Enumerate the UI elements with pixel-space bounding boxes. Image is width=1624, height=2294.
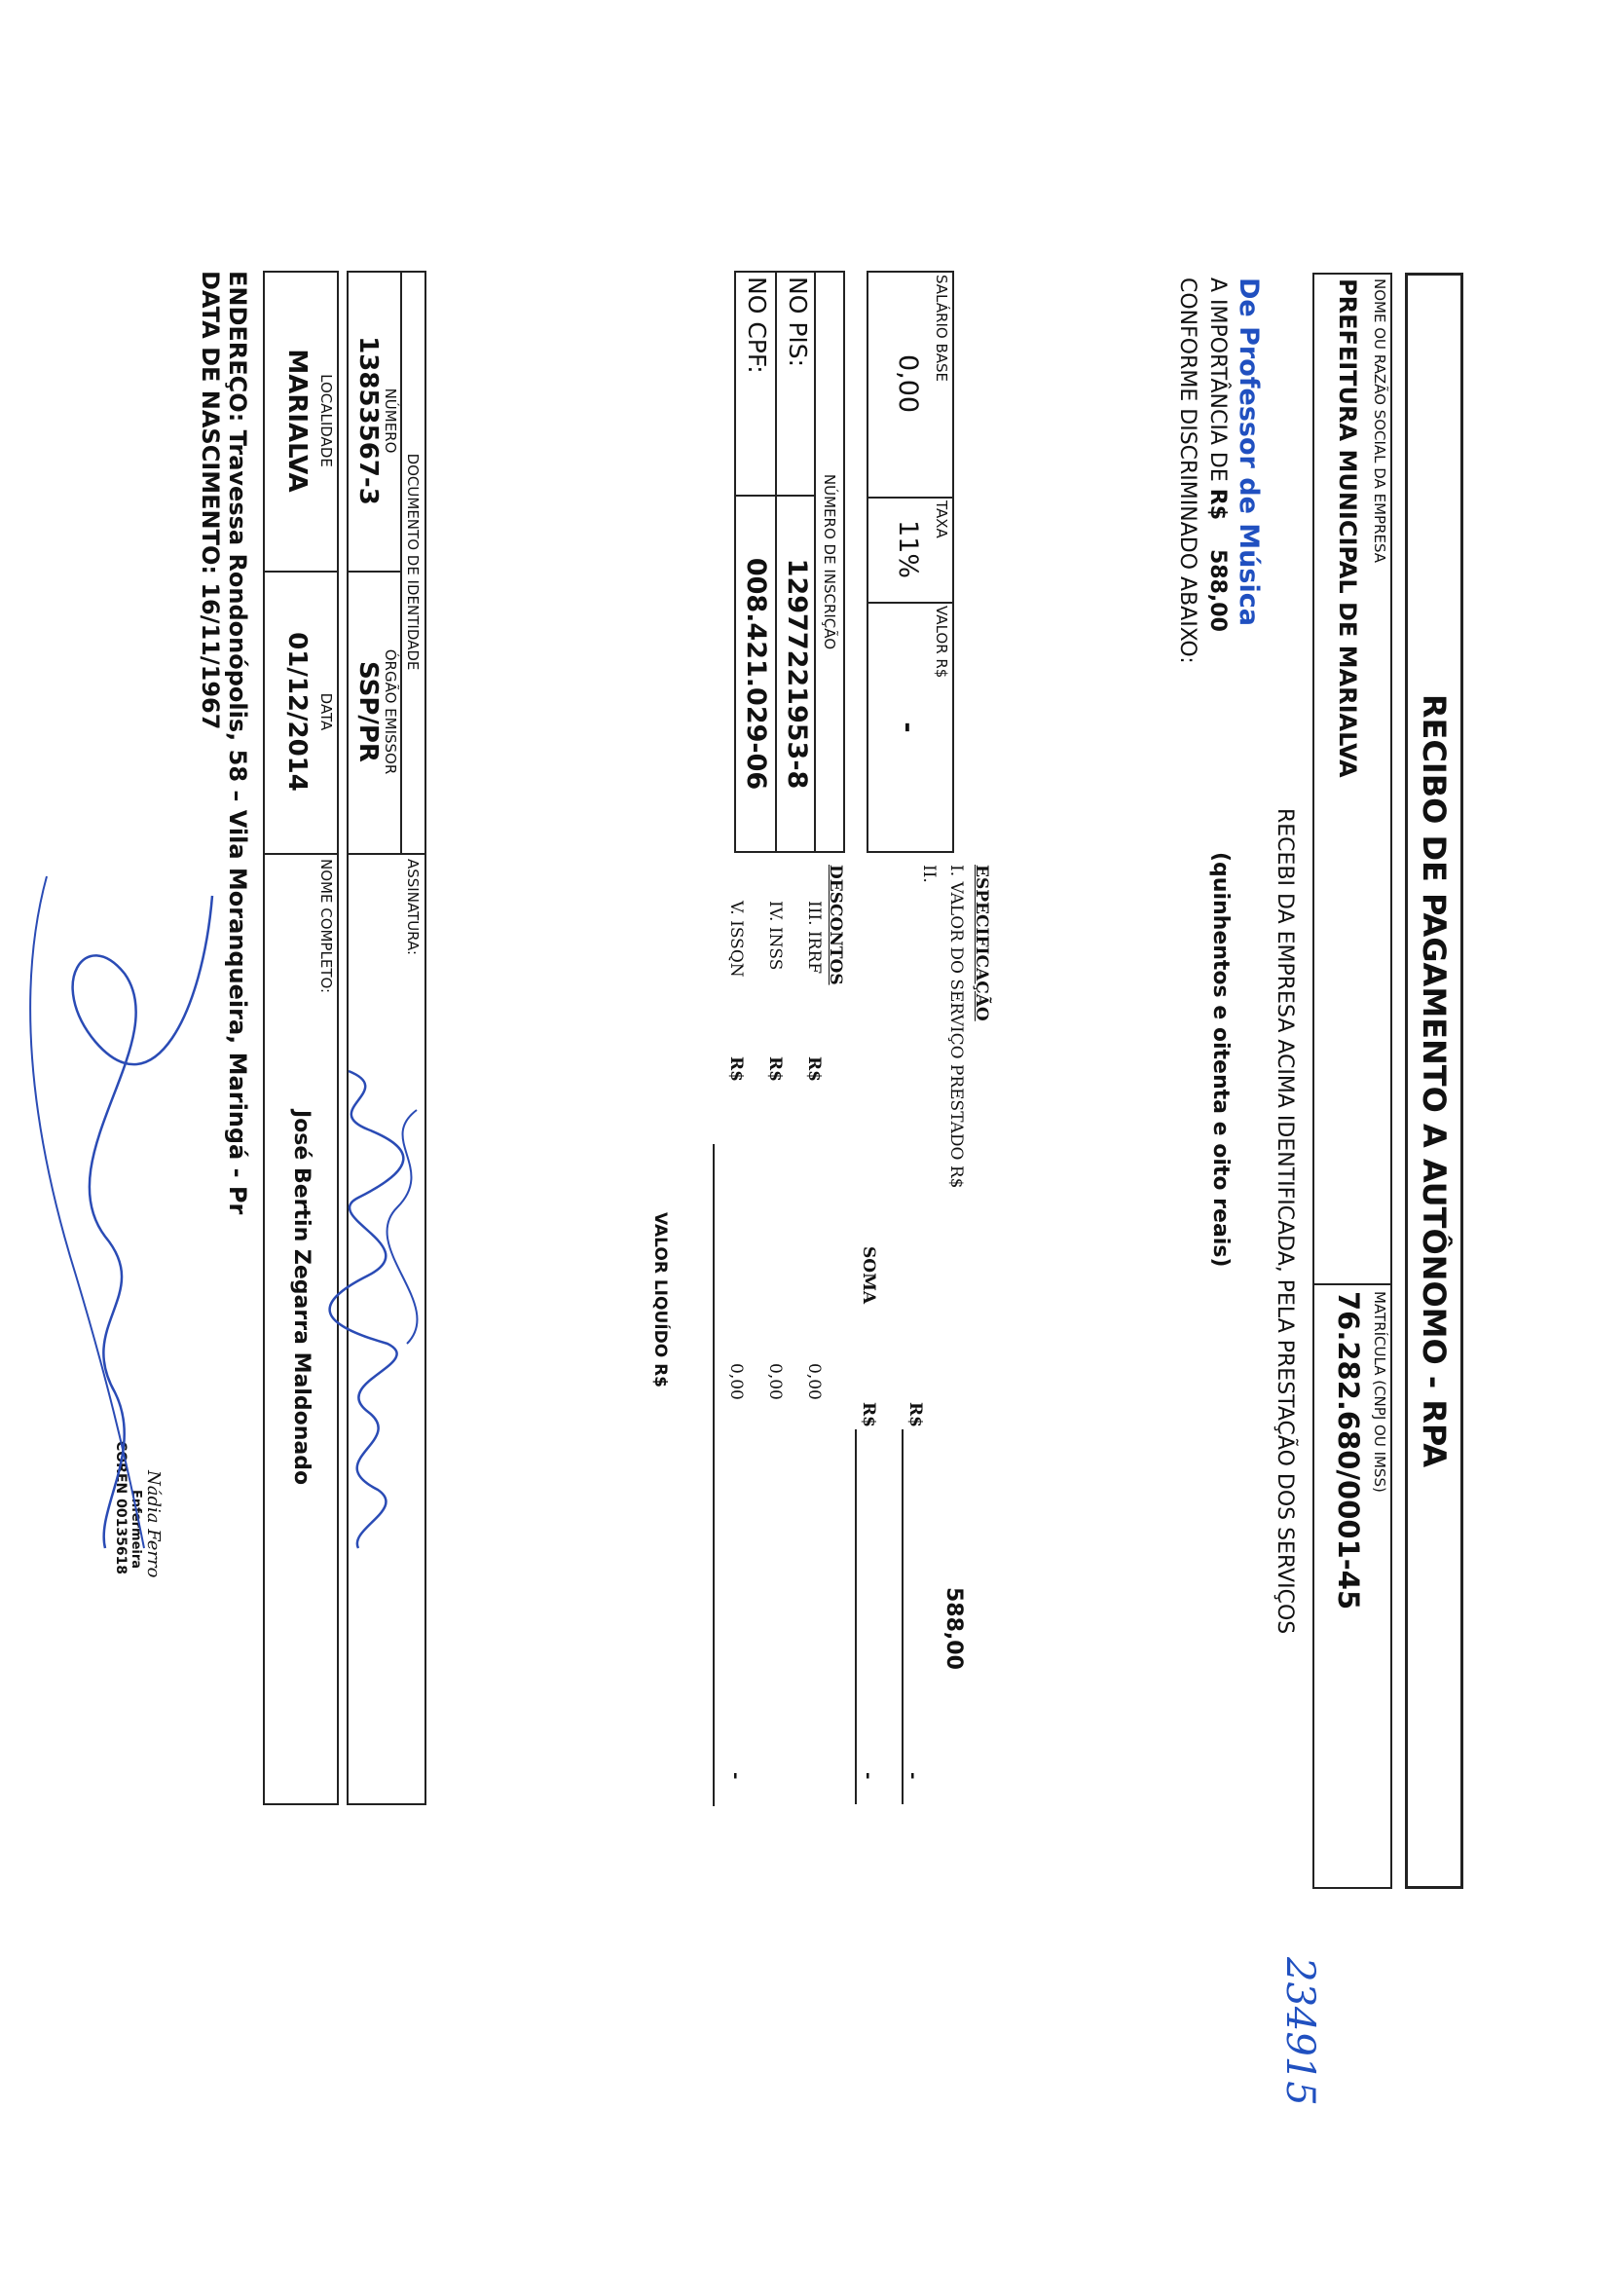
soma-currency: R$: [859, 1402, 878, 1427]
item-1-value: 588,00: [941, 1587, 966, 1670]
valor-value: -: [893, 722, 923, 733]
identidade-divider: [347, 853, 426, 855]
inss-currency: R$: [765, 1056, 785, 1082]
item-2-currency: R$: [905, 1402, 925, 1427]
amount-prefix: A IMPORTÂNCIA DE: [1205, 278, 1230, 489]
amount-line: [1205, 278, 1230, 632]
signature-scribble-upper: [290, 1052, 456, 1558]
pis-value: 12977221953-8: [782, 558, 812, 790]
especificacao-header: ESPECIFICAÇÃO: [972, 865, 991, 1021]
service-description: De Professor de Música: [1234, 278, 1264, 626]
company-name: PREFEITURA MUNICIPAL DE MARIALVA: [1334, 278, 1361, 778]
valor-liquido-label: VALOR LIQUÍDO R$: [650, 1212, 670, 1388]
irrf-label: III. IRRF: [804, 901, 824, 975]
soma-label: SOMA: [859, 1246, 878, 1305]
valor-label: VALOR R$: [933, 606, 950, 679]
inscricao-header: NÚMERO DE INSCRIÇÃO: [821, 473, 838, 650]
pis-label: NO PIS:: [784, 277, 812, 368]
irrf-currency: R$: [804, 1056, 824, 1082]
stamp-role: Enfermeira: [129, 1490, 143, 1570]
taxa-label: TAXA: [933, 500, 950, 538]
statement-line-1: RECEBI DA EMPRESA ACIMA IDENTIFICADA, PELA PRESTAÇÃO DOS SERVIÇOS: [1273, 808, 1297, 1635]
item-2-value: -: [903, 1772, 923, 1780]
data-value: 01/12/2014: [282, 632, 312, 792]
inscricao-row-line: [775, 271, 777, 853]
irrf-value: 0,00: [804, 1363, 824, 1400]
issqn-dash: -: [725, 1772, 746, 1780]
numero-value: 13853567-3: [353, 336, 383, 505]
cpf-label: NO CPF:: [743, 277, 771, 374]
localidade-label: LOCALIDADE: [317, 374, 335, 467]
issqn-currency: R$: [726, 1056, 746, 1082]
data-nascimento: DATA DE NASCIMENTO: 16/11/1967: [197, 271, 224, 730]
data-divider: [263, 853, 339, 855]
orgao-value: SSP/PR: [353, 661, 383, 762]
company-divider: [1312, 1283, 1392, 1285]
inss-value: 0,00: [765, 1363, 785, 1400]
issqn-value: 0,00: [726, 1363, 746, 1400]
item-2-label: II.: [919, 865, 939, 883]
salario-base-label: SALÁRIO BASE: [933, 275, 950, 382]
stamp-coren: COREN 00135618: [113, 1441, 129, 1575]
matricula-value: 76.282.680/0001-45: [1332, 1291, 1365, 1610]
identidade-header-line: [400, 271, 402, 853]
company-label: NOME OU RAZÃO SOCIAL DA EMPRESA: [1371, 278, 1388, 564]
assinatura-label: ASSINATURA:: [404, 859, 422, 956]
amount-in-words: (quinhentos e oitenta e oito reais): [1208, 852, 1233, 1268]
endereco: ENDEREÇO: Travessa Rondonópolis, 58 – Vila Moranqueira, Maringá - Pr: [224, 271, 251, 1215]
localidade-value: MARIALVA: [282, 349, 312, 493]
issqn-label: V. ISSQN: [726, 901, 746, 978]
soma-line: [855, 1429, 857, 1804]
descontos-header: DESCONTOS: [826, 865, 845, 985]
soma-value: -: [858, 1772, 878, 1780]
signature-scribble-lower: [8, 867, 241, 1568]
matricula-label: MATRÍCULA (CNPJ OU IMSS): [1371, 1291, 1388, 1493]
item-2-line: [902, 1429, 904, 1804]
amount-value: 588,00: [1205, 549, 1230, 632]
taxa-value: 11%: [893, 519, 923, 578]
identidade-header: DOCUMENTO DE IDENTIDADE: [404, 453, 422, 671]
inss-label: IV. INSS: [765, 901, 785, 971]
amount-currency: R$: [1205, 488, 1230, 520]
stamp-name: Nádia Ferro: [143, 1470, 164, 1578]
numero-label: NÚMERO: [382, 388, 399, 454]
orgao-label: ÓRGÃO EMISSOR: [382, 648, 399, 775]
nome-completo-value: José Bertin Zegarra Maldonado: [289, 1110, 314, 1486]
handwritten-note: 234915: [1277, 1957, 1322, 2106]
liquido-line: [713, 1144, 715, 1806]
inscricao-header-line: [814, 271, 816, 853]
statement-line-3: CONFORME DISCRIMINADO ABAIXO:: [1175, 278, 1200, 664]
document-title: RECIBO DE PAGAMENTO A AUTÔNOMO - RPA: [1416, 693, 1453, 1468]
item-1-label: I. VALOR DO SERVIÇO PRESTADO R$: [946, 865, 966, 1189]
data-label: DATA: [317, 692, 335, 731]
salario-base-value: 0,00: [893, 353, 923, 414]
cpf-value: 008.421.029-06: [741, 557, 771, 791]
nome-completo-label: NOME COMPLETO:: [317, 859, 335, 994]
